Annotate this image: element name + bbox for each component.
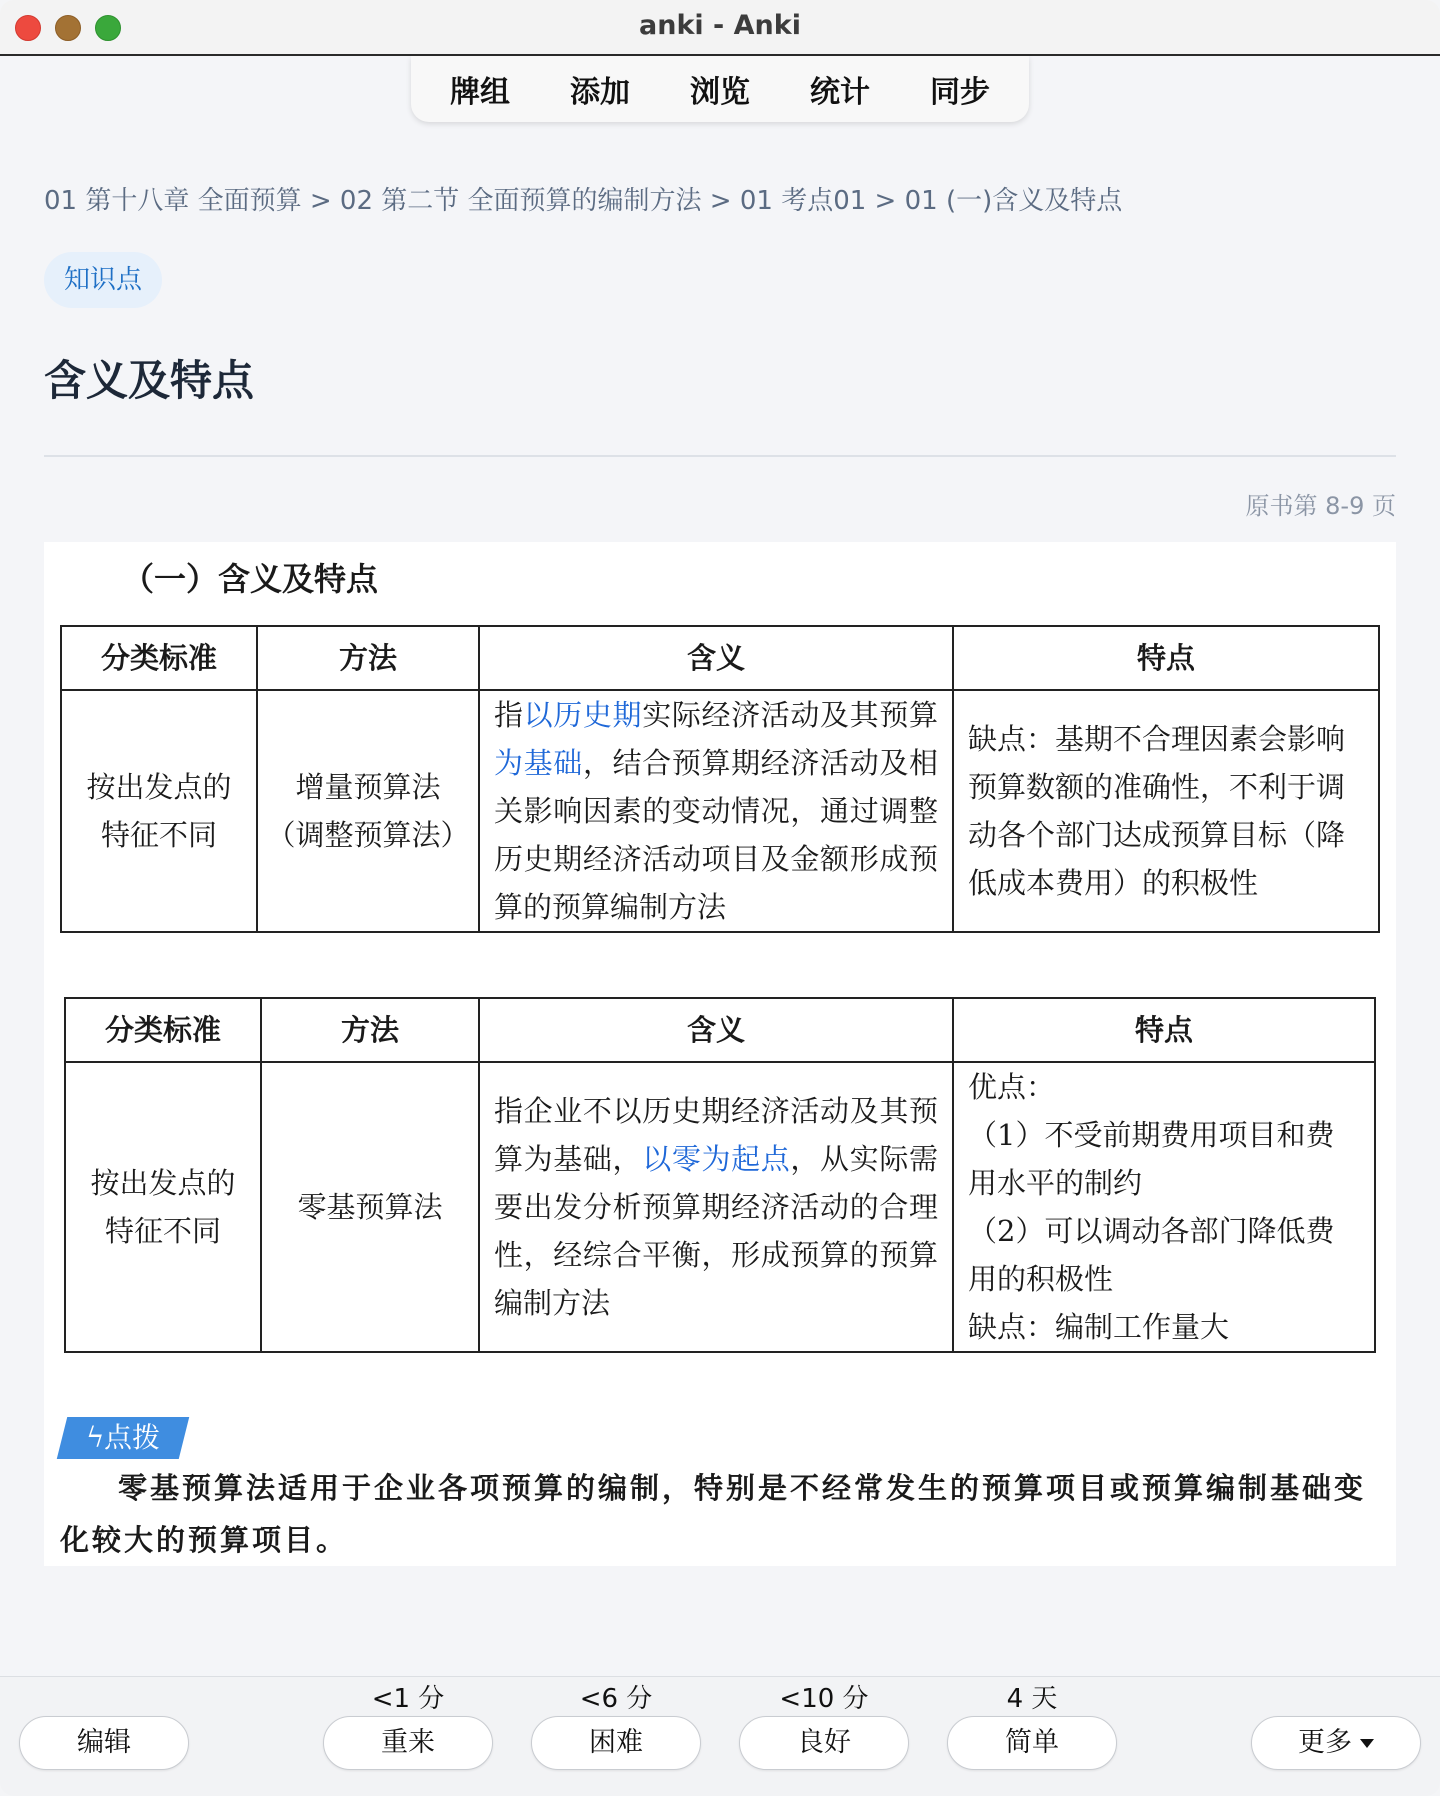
incremental-budget-table <box>60 625 1380 933</box>
header-meaning: 含义 <box>479 998 953 1062</box>
easy-button[interactable]: 简单 <box>947 1716 1117 1770</box>
book-scan-image <box>44 542 1396 1566</box>
table-cell-feature: 优点： （1）不受前期费用项目和费用水平的制约 （2）可以调动各部门降低费用的积极性 缺点：编制工作量大 <box>953 1062 1375 1352</box>
header-feature: 特点 <box>953 998 1375 1062</box>
table-cell-feature: 缺点：基期不合理因素会影响预算数额的准确性，不利于调动各个部门达成预算目标（降低成本费用）的积极性 <box>953 690 1379 932</box>
toolbar-decks[interactable]: 牌组 <box>450 75 510 110</box>
header-category: 分类标准 <box>61 626 257 690</box>
tip-text: 零基预算法适用于企业各项预算的编制，特别是不经常发生的预算项目或预算编制基础变化较大的预算项目。 <box>60 1471 1367 1557</box>
edit-button[interactable]: 编辑 <box>19 1716 189 1770</box>
header-method: 方法 <box>261 998 479 1062</box>
again-interval: <1 分 <box>371 1684 445 1714</box>
page-title: 含义及特点 <box>44 356 255 405</box>
good-interval: <10 分 <box>779 1684 869 1714</box>
table-cell-method: 增量预算法 （调整预算法） <box>257 690 479 932</box>
table-cell-meaning: 指企业不以历史期经济活动及其预算为基础，以零为起点，从实际需要出发分析预算期经济活动的合理性，经综合平衡，形成预算的预算编制方法 <box>479 1062 953 1352</box>
header-method: 方法 <box>257 626 479 690</box>
header-feature: 特点 <box>953 626 1379 690</box>
toolbar-add[interactable]: 添加 <box>570 75 630 110</box>
hard-button[interactable]: 困难 <box>531 1716 701 1770</box>
toolbar-browse[interactable]: 浏览 <box>690 75 750 110</box>
window-title: anki - Anki <box>639 10 801 41</box>
table-cell-meaning: 指以历史期实际经济活动及其预算为基础，结合预算期经济活动及相关影响因素的变动情况，通过调整历史期经济活动项目及金额形成预算的预算编制方法 <box>479 690 953 932</box>
title-bar <box>0 0 1440 56</box>
caret-down-icon <box>1360 1739 1374 1748</box>
main-toolbar <box>411 56 1029 122</box>
tip-badge: ϟ点拨 <box>57 1417 189 1459</box>
toolbar-stats[interactable]: 统计 <box>810 75 870 110</box>
header-category: 分类标准 <box>65 998 261 1062</box>
breadcrumb: 01 第十八章 全面预算 > 02 第二节 全面预算的编制方法 > 01 考点01 > 01 (一)含义及特点 <box>44 186 1123 216</box>
hard-interval: <6 分 <box>579 1684 653 1714</box>
card-tag: 知识点 <box>44 252 162 308</box>
again-button[interactable]: 重来 <box>323 1716 493 1770</box>
table-cell-category: 按出发点的 特征不同 <box>61 690 257 932</box>
scan-heading: （一）含义及特点 <box>122 560 379 598</box>
answer-bar <box>0 1676 1440 1796</box>
toolbar-sync[interactable]: 同步 <box>930 75 990 110</box>
divider <box>44 455 1396 457</box>
good-button[interactable]: 良好 <box>739 1716 909 1770</box>
table-cell-method: 零基预算法 <box>261 1062 479 1352</box>
page-reference: 原书第 8-9 页 <box>1245 492 1396 520</box>
zero-based-budget-table <box>64 997 1376 1353</box>
table-cell-category: 按出发点的 特征不同 <box>65 1062 261 1352</box>
more-button[interactable]: 更多 <box>1251 1716 1421 1770</box>
header-meaning: 含义 <box>479 626 953 690</box>
easy-interval: 4 天 <box>1006 1684 1058 1714</box>
lightning-icon: ϟ <box>85 1421 105 1454</box>
